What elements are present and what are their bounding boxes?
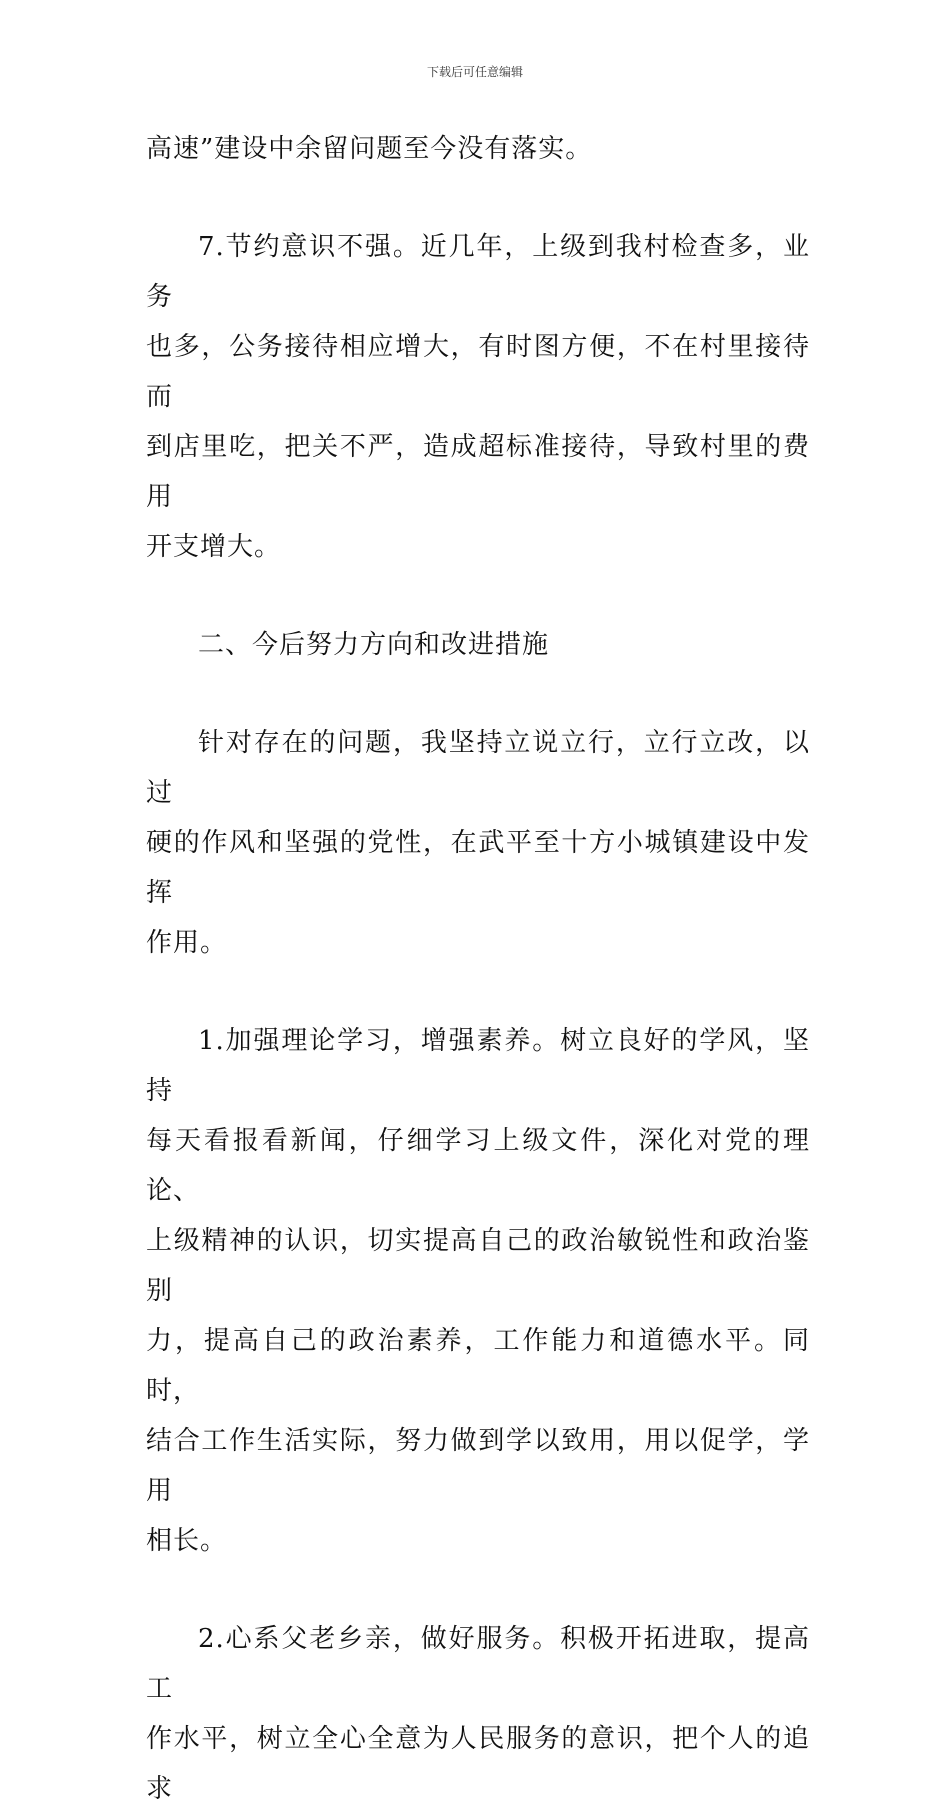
paragraph-gap: [146, 174, 810, 222]
paragraph-gap: [146, 968, 810, 1016]
text-line: 2.心系父老乡亲，做好服务。积极开拓进取，提高工: [146, 1624, 810, 1704]
page-header-note: 下载后可任意编辑: [426, 65, 523, 79]
text-line: 高速”建设中余留问题至今没有落实。: [146, 134, 593, 164]
text-line: 结合工作生活实际，努力做到学以致用，用以促学，学用: [146, 1426, 810, 1506]
paragraph-gap: [146, 1566, 810, 1614]
paragraph-gap: [146, 572, 810, 620]
text-line: 每天看报看新闻，仔细学习上级文件，深化对党的理论、: [146, 1126, 810, 1206]
section-heading-text: 二、今后努力方向和改进措施: [198, 630, 550, 660]
text-line: 开支增大。: [146, 532, 282, 562]
document-body: [146, 124, 810, 1814]
text-line: 上级精神的认识，切实提高自己的政治敏锐性和政治鉴别: [146, 1226, 810, 1306]
text-line: 硬的作风和坚强的党性，在武平至十方小城镇建设中发挥: [146, 828, 810, 908]
text-line: 作用。: [146, 928, 228, 958]
text-line: 相长。: [146, 1526, 228, 1556]
paragraph-gap: [146, 670, 810, 718]
paragraph-item-7: [146, 222, 810, 572]
paragraph-measure-2: [146, 1614, 810, 1814]
section-heading: [146, 620, 810, 670]
text-line: 7.节约意识不强。近几年，上级到我村检查多，业务: [146, 232, 810, 312]
text-line: 到店里吃，把关不严，造成超标准接待，导致村里的费用: [146, 432, 810, 512]
paragraph-continuation: [146, 124, 810, 174]
text-line: 1.加强理论学习，增强素养。树立良好的学风，坚持: [146, 1026, 810, 1106]
paragraph-measure-1: [146, 1016, 810, 1566]
paragraph-section-intro: [146, 718, 810, 968]
text-line: 也多，公务接待相应增大，有时图方便，不在村里接待而: [146, 332, 810, 412]
text-line: 作水平，树立全心全意为人民服务的意识，把个人的追求: [146, 1724, 810, 1804]
text-line: 力，提高自己的政治素养，工作能力和道德水平。同时，: [146, 1326, 810, 1406]
text-line: 针对存在的问题，我坚持立说立行，立行立改，以过: [146, 728, 810, 808]
